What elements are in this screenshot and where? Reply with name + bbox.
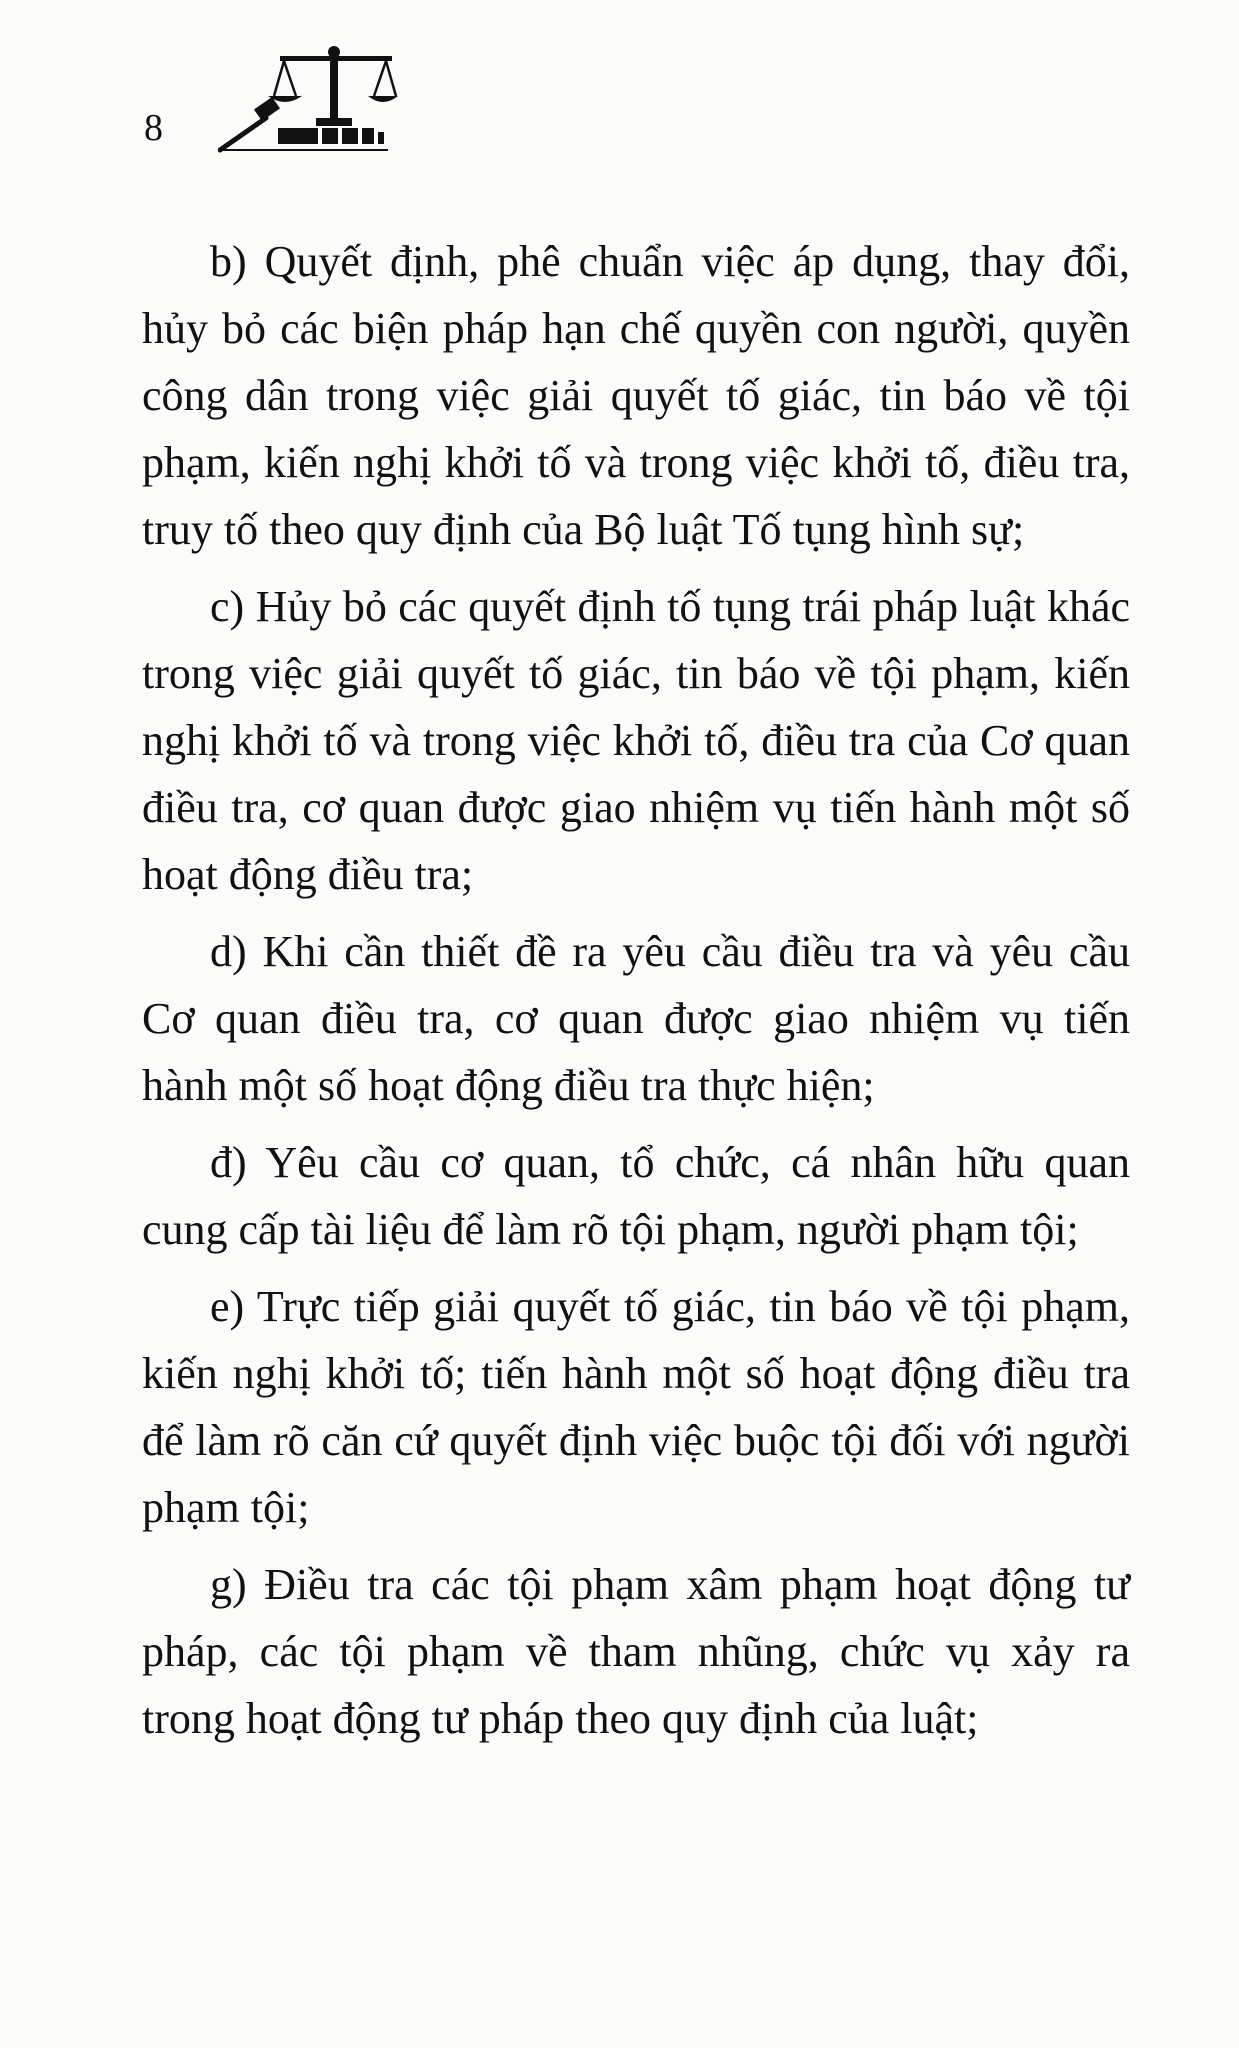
paragraph-dd: đ) Yêu cầu cơ quan, tổ chức, cá nhân hữu quan cung cấp tài liệu để làm rõ tội phạm, người phạm tội;	[142, 1138, 1130, 1254]
page-body	[142, 228, 1130, 1762]
paragraph-c: c) Hủy bỏ các quyết định tố tụng trái pháp luật khác trong việc giải quyết tố giác, tin báo về tội phạm, kiến nghị khởi tố và trong việc khởi tố, điều tra của Cơ quan điều tra, cơ quan được giao nhiệm vụ tiến hành một số hoạt động điều tra;	[142, 582, 1130, 899]
scales-of-justice-gavel-icon	[218, 44, 398, 154]
paragraph-g: g) Điều tra các tội phạm xâm phạm hoạt động tư pháp, các tội phạm về tham nhũng, chức vụ xảy ra trong hoạt động tư pháp theo quy định của luật;	[142, 1560, 1130, 1743]
paragraph-e: e) Trực tiếp giải quyết tố giác, tin báo về tội phạm, kiến nghị khởi tố; tiến hành một số hoạt động điều tra để làm rõ căn cứ quyết định việc buộc tội đối với người phạm tội;	[142, 1282, 1130, 1532]
paragraph-d: d) Khi cần thiết đề ra yêu cầu điều tra và yêu cầu Cơ quan điều tra, cơ quan được giao nhiệm vụ tiến hành một số hoạt động điều tra thực hiện;	[142, 927, 1130, 1110]
paragraph-b: b) Quyết định, phê chuẩn việc áp dụng, thay đổi, hủy bỏ các biện pháp hạn chế quyền con người, quyền công dân trong việc giải quyết tố giác, tin báo về tội phạm, kiến nghị khởi tố và trong việc khởi tố, điều tra, truy tố theo quy định của Bộ luật Tố tụng hình sự;	[142, 237, 1130, 554]
page-number: 8	[144, 107, 163, 149]
